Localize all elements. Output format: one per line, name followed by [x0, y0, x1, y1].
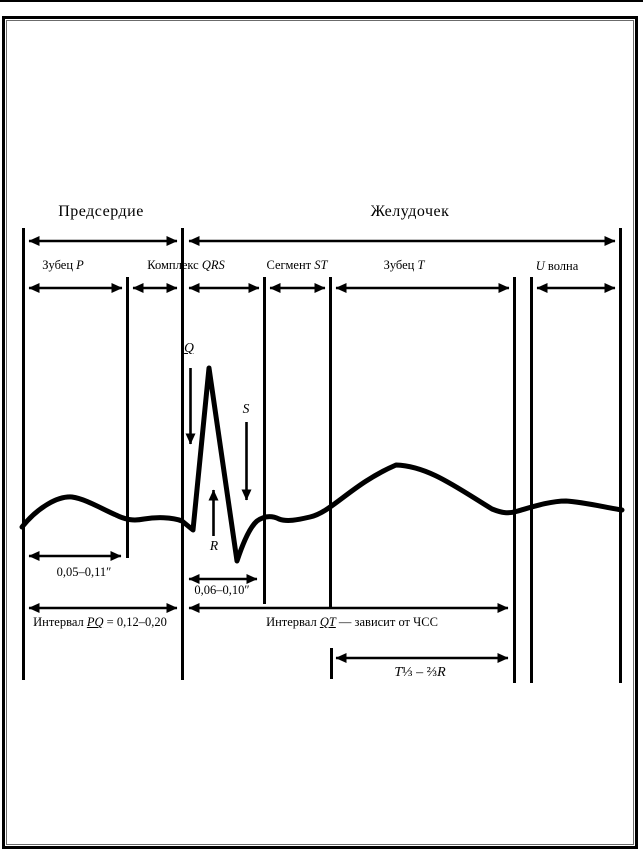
caption-t-amplitude: [394, 665, 445, 680]
label-u-wave-symbol: U: [535, 259, 545, 273]
label-r-deflection: R: [209, 538, 219, 553]
caption-t-amplitude-r: R: [437, 665, 446, 680]
caption-qt-prefix: Интервал: [266, 615, 320, 629]
caption-t-amplitude-range: ⅓ – ⅔: [402, 665, 438, 680]
header-ventricle: Желудочек: [370, 203, 450, 220]
caption-pq-interval: [33, 616, 167, 630]
caption-pq-prefix: Интервал: [33, 615, 87, 629]
label-st-segment-symbol: ST: [314, 258, 328, 272]
caption-t-amplitude-t: T: [394, 665, 403, 680]
label-p-wave-symbol: P: [76, 258, 84, 272]
span-arrows: [29, 241, 615, 658]
value-p-duration: 0,05–0,11″: [56, 565, 112, 579]
value-qrs-duration: 0,06–0,10″: [194, 583, 250, 597]
label-t-wave: [384, 259, 425, 273]
label-qrs-complex-symbol: QRS: [201, 258, 225, 272]
label-p-wave: [42, 259, 84, 273]
label-u-wave: [536, 260, 579, 274]
caption-qt-value: — зависит от ЧСС: [335, 615, 438, 629]
label-q-deflection: Q: [184, 340, 194, 355]
label-u-wave-text: волна: [544, 259, 579, 273]
label-qrs-complex-text: Комплекс: [147, 258, 202, 272]
label-s-deflection: S: [242, 401, 250, 416]
label-p-wave-text: Зубец: [42, 258, 77, 272]
caption-qt-symbol: QT: [319, 615, 336, 629]
label-t-wave-text: Зубец: [383, 258, 418, 272]
label-st-segment: [267, 259, 328, 273]
caption-pq-symbol: PQ: [86, 615, 104, 629]
header-atrium: Предсердие: [58, 203, 144, 220]
label-t-wave-symbol: T: [417, 258, 425, 272]
caption-qt-interval: [266, 616, 438, 630]
label-qrs-complex: [147, 259, 224, 273]
label-st-segment-text: Сегмент: [266, 258, 315, 272]
caption-pq-value: = 0,12–0,20: [103, 615, 167, 629]
